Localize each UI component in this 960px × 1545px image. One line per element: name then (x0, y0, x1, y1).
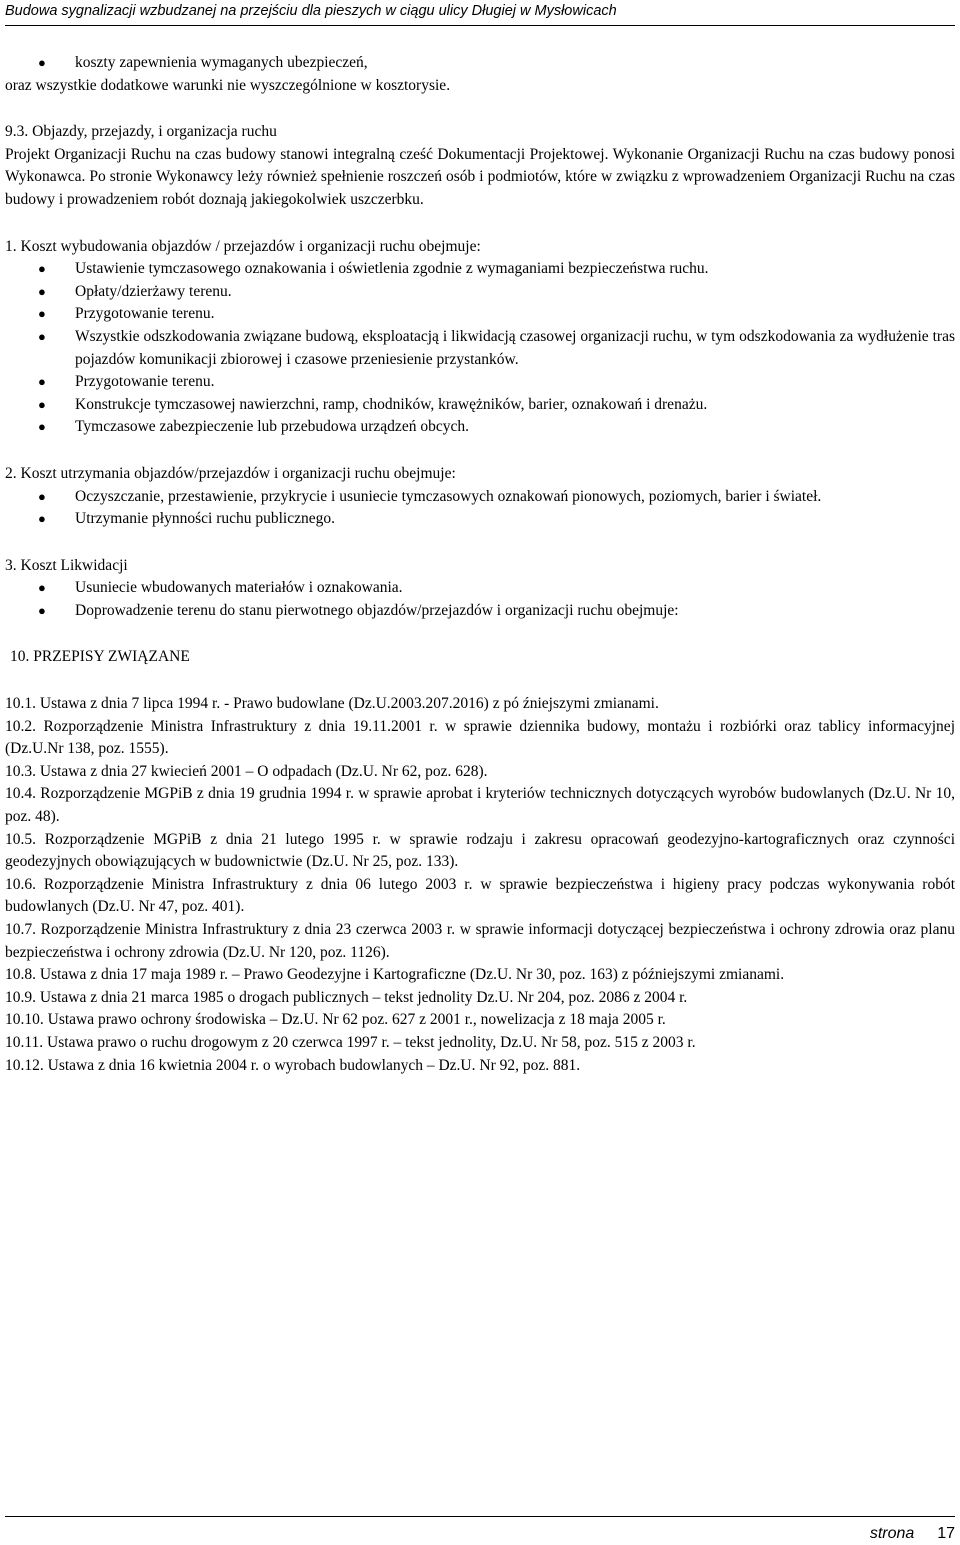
bullet-icon: ● (38, 580, 46, 596)
bullet-icon: ● (38, 283, 46, 299)
list-item: ● Tymczasowe zabezpieczenie lub przebudowa urządzeń obcych. (5, 416, 955, 439)
page-label: strona (869, 1525, 915, 1542)
header-title: Budowa sygnalizacji wzbudzanej na przejściu dla pieszych w ciągu ulicy Długiej w Mysłowicach (5, 3, 617, 19)
list-item: ● Ustawienie tymczasowego oznakowania i oświetlenia zgodnie z wymaganiami bezpieczeństwa ruchu. (5, 258, 955, 281)
cost-1-list (5, 258, 955, 439)
page-footer (5, 1516, 955, 1543)
cost-2-heading: 2. Koszt utrzymania objazdów/przejazdów i organizacji ruchu obejmuje: (5, 464, 456, 482)
bullet-icon: ● (38, 328, 46, 344)
bullet-icon: ● (38, 396, 46, 412)
page-number: 17 (937, 1525, 955, 1542)
section-9-3-heading: 9.3. Objazdy, przejazdy, i organizacja ruchu (5, 123, 277, 141)
list-item: ● Przygotowanie terenu. (5, 371, 955, 394)
reference-item: 10.9. Ustawa z dnia 21 marca 1985 o drogach publicznych – tekst jednolity Dz.U. Nr 204, poz. 2086 z 2004 r. (5, 988, 688, 1006)
reference-item: 10.5. Rozporządzenie MGPiB z dnia 21 lutego 1995 r. w sprawie rodzaju i zakresu opracowań geodezyjno-kartograficznych oraz czynności geodezyjnych obowiązujących w budownictwie (Dz.U. Nr 25, poz. 133). (5, 830, 955, 871)
reference-item: 10.4. Rozporządzenie MGPiB z dnia 19 grudnia 1994 r. w sprawie aprobat i kryteriów technicznych dotyczących wyrobów budowlanych (Dz.U. Nr 10, poz. 48). (5, 785, 955, 826)
bullet-icon: ● (38, 419, 46, 435)
list-item: ● Wszystkie odszkodowania związane budową, eksploatacją i likwidacją czasowej organizacji ruchu, w tym odszkodowania za wydłużenie tras pojazdów komunikacji zbiorowej i czasowe przeniesienie przystanków. (38, 327, 955, 368)
reference-item: 10.6. Rozporządzenie Ministra Infrastruktury z dnia 06 lutego 2003 r. w sprawie bezpieczeństwa i higieny pracy podczas wykonywania robót budowlanych (Dz.U. Nr 47, poz. 401). (5, 875, 955, 916)
list-item: ● Oczyszczanie, przestawienie, przykrycie i usuniecie tymczasowych oznakowań pionowych, poziomych, barier i świateł. (5, 486, 955, 509)
bullet-icon: ● (38, 261, 46, 277)
section-9-3-paragraph: Projekt Organizacji Ruchu na czas budowy stanowi integralną cześć Dokumentacji Projektowej. Wykonanie Organizacji Ruchu na czas budowy ponosi Wykonawca. Po stronie Wykonawcy leży również spełnienie roszczeń osób i podmiotów, które w związku z wprowadzeniem Organizacji Ruchu na czas budowy i prowadzeniem robót doznają jakiegokolwiek uszczerbku. (5, 145, 955, 208)
running-header (5, 1, 955, 26)
bullet-icon: ● (38, 374, 46, 390)
bullet-icon: ● (38, 55, 46, 70)
cost-1-heading: 1. Koszt wybudowania objazdów / przejazdów i organizacji ruchu obejmuje: (5, 237, 481, 255)
reference-item: 10.8. Ustawa z dnia 17 maja 1989 r. – Prawo Geodezyjne i Kartograficzne (Dz.U. Nr 30, poz. 163) z późniejszymi zmianami. (5, 966, 785, 984)
reference-item: 10.10. Ustawa prawo ochrony środowiska – Dz.U. Nr 62 poz. 627 z 2001 r., nowelizacja z 18 maja 2005 r. (5, 1011, 666, 1029)
list-item: ● Usuniecie wbudowanych materiałów i oznakowania. (5, 577, 955, 600)
bullet-icon: ● (38, 306, 46, 322)
reference-item: 10.11. Ustawa prawo o ruchu drogowym z 20 czerwca 1997 r. – tekst jednolity, Dz.U. Nr 58, poz. 515 z 2003 r. (5, 1033, 696, 1051)
bullet-icon: ● (38, 488, 46, 504)
intro-line: oraz wszystkie dodatkowe warunki nie wyszczególnione w kosztorysie. (5, 76, 451, 94)
cost-3-list (5, 577, 955, 622)
reference-item: 10.1. Ustawa z dnia 7 lipca 1994 r. - Prawo budowlane (Dz.U.2003.207.2016) z pó źniejszymi zmianami. (5, 695, 659, 713)
list-item: ● Utrzymanie płynności ruchu publicznego. (5, 508, 955, 531)
bullet-icon: ● (38, 511, 46, 527)
bullet-icon: ● (38, 602, 46, 618)
reference-item: 10.12. Ustawa z dnia 16 kwietnia 2004 r. o wyrobach budowlanych – Dz.U. Nr 92, poz. 881. (5, 1056, 581, 1074)
list-item: ● Opłaty/dzierżawy terenu. (5, 281, 955, 304)
page-body (5, 52, 955, 1077)
cost-2-list (5, 486, 955, 531)
list-item: ● Konstrukcje tymczasowej nawierzchni, ramp, chodników, krawężników, barier, oznakowań i drenażu. (5, 394, 955, 417)
reference-item: 10.3. Ustawa z dnia 27 kwiecień 2001 – O odpadach (Dz.U. Nr 62, poz. 628). (5, 762, 488, 780)
section-10-heading: 10. PRZEPISY ZWIĄZANE (10, 648, 190, 666)
intro-list (5, 52, 955, 75)
reference-item: 10.7. Rozporządzenie Ministra Infrastruktury z dnia 23 czerwca 2003 r. w sprawie informacji dotyczącej bezpieczeństwa i ochrony zdrowia oraz planu bezpieczeństwa i ochrony zdrowia (Dz.U. Nr 120, poz. 1126). (5, 921, 955, 961)
list-item: ● koszty zapewnienia wymaganych ubezpieczeń, (5, 52, 955, 75)
reference-item: 10.2. Rozporządzenie Ministra Infrastruktury z dnia 19.11.2001 r. w sprawie dziennika budowy, montażu i rozbiórki oraz tablicy informacyjnej (Dz.U.Nr 138, poz. 1555). (5, 717, 955, 758)
cost-3-heading: 3. Koszt Likwidacji (5, 556, 128, 574)
list-item: ● Doprowadzenie terenu do stanu pierwotnego objazdów/przejazdów i organizacji ruchu obejmuje: (5, 600, 955, 623)
list-item: ● Przygotowanie terenu. (5, 303, 955, 326)
references-list (5, 693, 955, 1077)
